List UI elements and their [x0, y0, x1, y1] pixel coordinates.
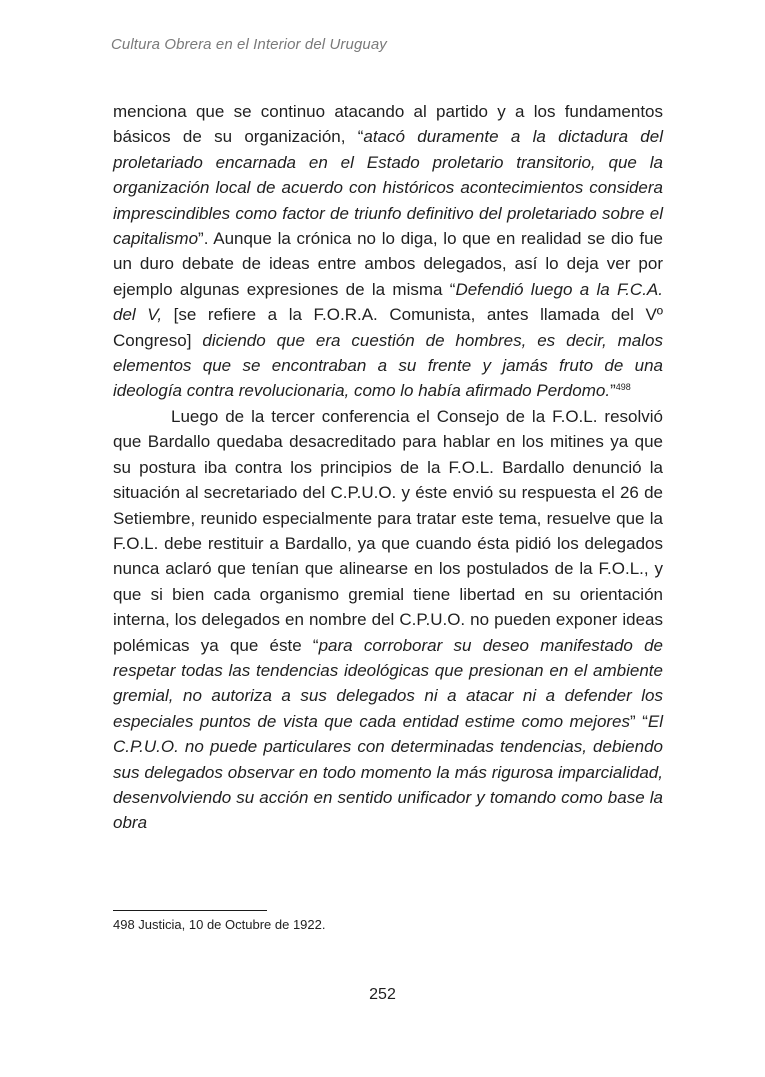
quote-span: para corroborar su deseo manifestado de respetar todas las tendencias ideológicas que presionan en el ambiente gremial, no autoriza a sus delegados ni a atacar ni a defender los especiales puntos de vista que cada entidad estime como mejores: [113, 635, 663, 731]
text-span: ” “: [630, 711, 648, 731]
page-number: 252: [369, 986, 396, 1003]
running-header: Cultura Obrera en el Interior del Uruguay: [111, 36, 387, 53]
quote-span: El C.P.U.O. no puede particulares con determinadas tendencias, debiendo sus delegados observar en todo momento la más rigurosa imparcialidad, desenvolviendo su acción en sentido unificador y tomando como base la obra: [113, 711, 663, 833]
text-span: ”: [610, 381, 616, 401]
quote-span: Defendió luego a la F.C.A. del V,: [113, 279, 663, 325]
body-text: [113, 99, 663, 836]
text-span: Luego de la tercer conferencia el Consejo de la F.O.L. resolvió que Bardallo quedaba desacreditado para hablar en los mitines ya que su postura iba contra los principios de la F.O.L. Bardallo denunció la situación al secretariado del C.P.U.O. y éste envió su respuesta el 26 de Setiembre, reunido especialmente para tratar este tema, resuelve que la F.O.L. debe restituir a Bardallo, ya que cuando ésta pidió los delegados nunca aclaró que tenían que alinearse en los postulados de la F.O.L., y que si bien cada organismo gremial tiene libertad en su orientación interna, los delegados en nombre del C.P.U.O. no pueden exponer ideas polémicas ya que éste “: [113, 406, 663, 655]
quote-span: diciendo que era cuestión de hombres, es decir, malos elementos que se encontraban a su frente y jamás fruto de una ideología contra revolucionaria, como lo había afirmado Perdomo.: [113, 330, 663, 401]
footnote-divider: [113, 910, 267, 911]
paragraph-1: [113, 99, 663, 404]
quote-span: atacó duramente a la dictadura del proletariado encarnada en el Estado proletario transitorio, que la organización local de acuerdo con históricos acontecimientos considera imprescindibles como factor de triunfo definitivo del proletariado sobre el capitalismo: [113, 127, 663, 249]
text-span: ”. Aunque la crónica no lo diga, lo que en realidad se dio fue un duro debate de ideas entre ambos delegados, así lo deja ver por ejemplo algunas expresiones de la misma “: [113, 229, 663, 299]
footnote: 498 Justicia, 10 de Octubre de 1922.: [113, 917, 326, 932]
text-span: menciona que se continuo atacando al partido y a los fundamentos básicos de su organización, “: [113, 102, 663, 147]
footnote-reference[interactable]: 498: [615, 382, 631, 393]
paragraph-2: [113, 404, 663, 836]
text-span: [se refiere a la F.O.R.A. Comunista, antes llamada del Vº Congreso]: [113, 305, 663, 350]
